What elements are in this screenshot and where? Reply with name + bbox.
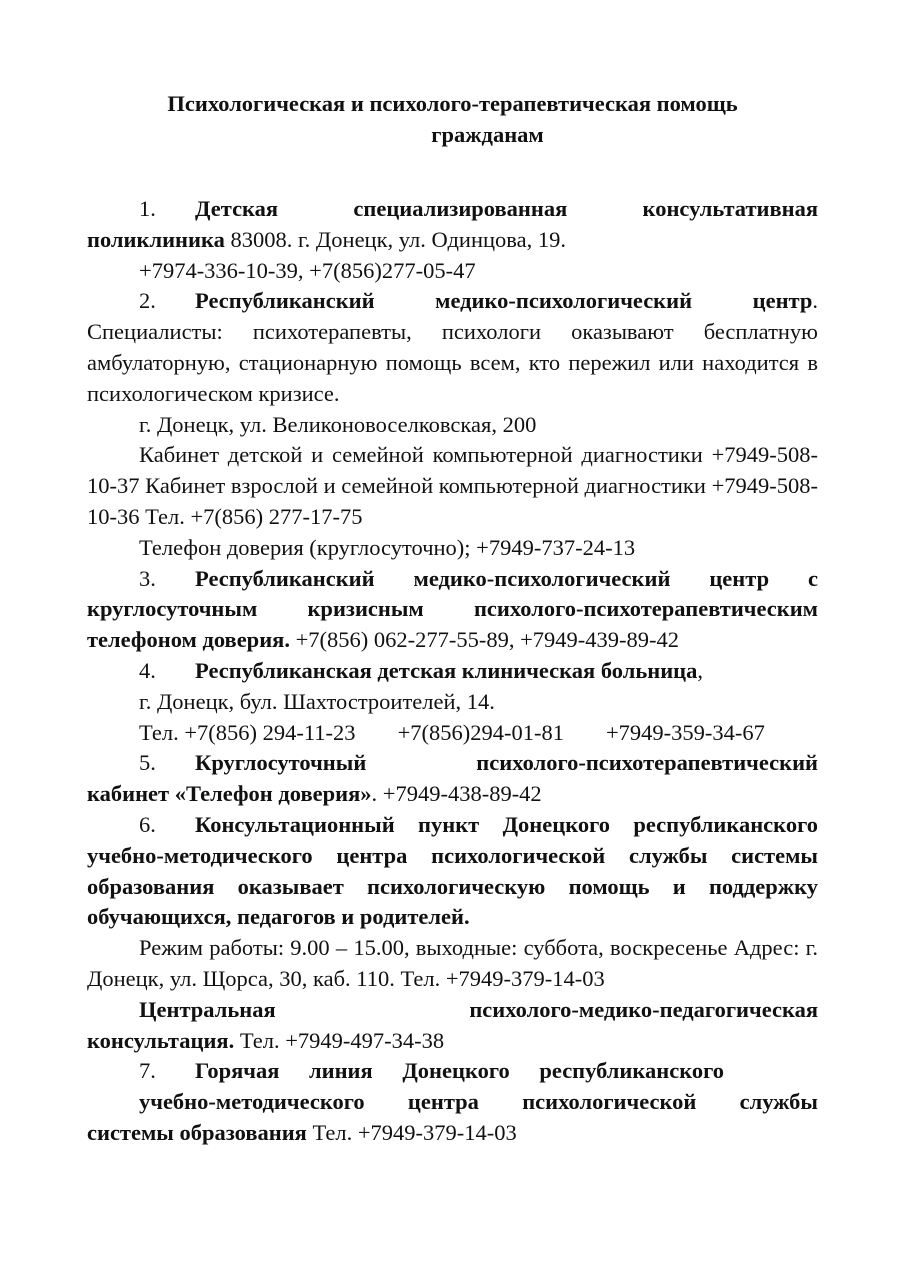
item-4-phone-3: +7949-359-34-67 [605,719,765,745]
item-6-central-heading [87,995,818,1026]
item-5-phones: . +7949-438-89-42 [371,781,542,807]
item-4-name: Республиканская детская клиническая больница [195,657,698,683]
item-7-name-line-3 [87,1118,818,1149]
item-1-heading [87,194,818,225]
item-6-central-phone: Тел. +7949-497-34-38 [234,1027,445,1053]
item-number: 2. [139,288,156,314]
item-6-central-b: консультация. [87,1027,235,1053]
item-2-description: Специалисты: психотерапевты, психологи оказывают бесплатную амбулаторную, стационарную помощь всем, кто пережил или находится в психологическом кризисе. [87,319,818,406]
item-1-name-line [87,225,818,256]
item-6-central-a: Центральная психолого-медико-педагогическая [139,996,818,1022]
title-line-1: Психологическая и психолого-терапевтическая помощь [167,91,738,116]
item-7-name-b: учебно-методического центра психологической службы [139,1089,818,1115]
item-7-name-line-2 [87,1087,818,1118]
item-6-paragraph [87,810,818,933]
item-6-name: Консультационный пункт Донецкого республиканского учебно-методического центра психологической службы системы образования оказывает психологическую помощь и поддержку обучающихся, педагогов и родителей. [87,811,818,930]
item-5-name-b: кабинет «Телефон доверия» [87,781,372,807]
item-number: 7. [139,1058,156,1084]
item-number: 1. [139,196,156,221]
item-7-name-a: Горячая линия Донецкого республиканского [195,1058,725,1084]
item-5-name-a: Круглосуточный психолого-психотерапевтический [195,750,818,776]
item-4-address: г. Донецк, бул. Шахтостроителей, 14. [139,688,495,714]
item-2-name: Республиканский медико-психологический центр [195,288,813,314]
item-number: 4. [139,657,156,683]
item-2-tail: . [812,288,818,314]
item-4-tail: , [697,657,704,683]
item-6-central-line [87,1026,818,1057]
item-4-phone-1: Тел. +7(856) 294-11-23 [139,719,356,745]
item-4-phone-2: +7(856)294-01-81 [397,719,564,745]
item-number: 5. [139,750,156,776]
item-2-hotline: Телефон доверия (круглосуточно); +7949-737-24-13 [139,534,636,560]
item-2-address: г. Донецк, ул. Великоновоселковская, 200 [139,411,537,437]
item-2-cabinets: Кабинет детской и семейной компьютерной диагностики +7949-508-10-37 Кабинет взрослой и семейной компьютерной диагностики +7949-508-10-36 Тел. +7(856) 277-17-75 [87,442,818,529]
item-1-address: 83008. г. Донецк, ул. Одинцова, 19. [224,226,566,252]
item-4-phones [87,718,818,749]
item-number: 6. [139,811,156,837]
item-1-name-b: поликлиника [87,226,225,252]
item-4-heading [87,656,818,687]
item-7-name-c: системы образования [87,1119,307,1145]
page-title [87,88,818,150]
item-3-name: Республиканский медико-психологический центр с круглосуточным кризисным психолого-психотерапевтическим телефоном доверия. [87,565,818,653]
item-5-name-line [87,779,818,810]
item-5-heading [87,748,818,779]
item-7-heading [87,1056,818,1087]
item-3-phones: +7(856) 062-277-55-89, +7949-439-89-42 [289,627,680,653]
title-line-2: гражданам [431,122,544,147]
item-2-heading [87,286,818,317]
item-1-name-a: Детская специализированная консультативная [195,196,818,221]
item-number: 3. [139,565,156,591]
item-1-phones: +7974-336-10-39, +7(856)277-05-47 [139,257,476,283]
item-6-schedule: Режим работы: 9.00 – 15.00, выходные: суббота, воскресенье Адрес: г. Донецк, ул. Щорса, 30, каб. 110. Тел. +7949-379-14-03 [87,935,818,991]
item-7-phones: Тел. +7949-379-14-03 [306,1119,517,1145]
item-3-paragraph [87,564,818,656]
